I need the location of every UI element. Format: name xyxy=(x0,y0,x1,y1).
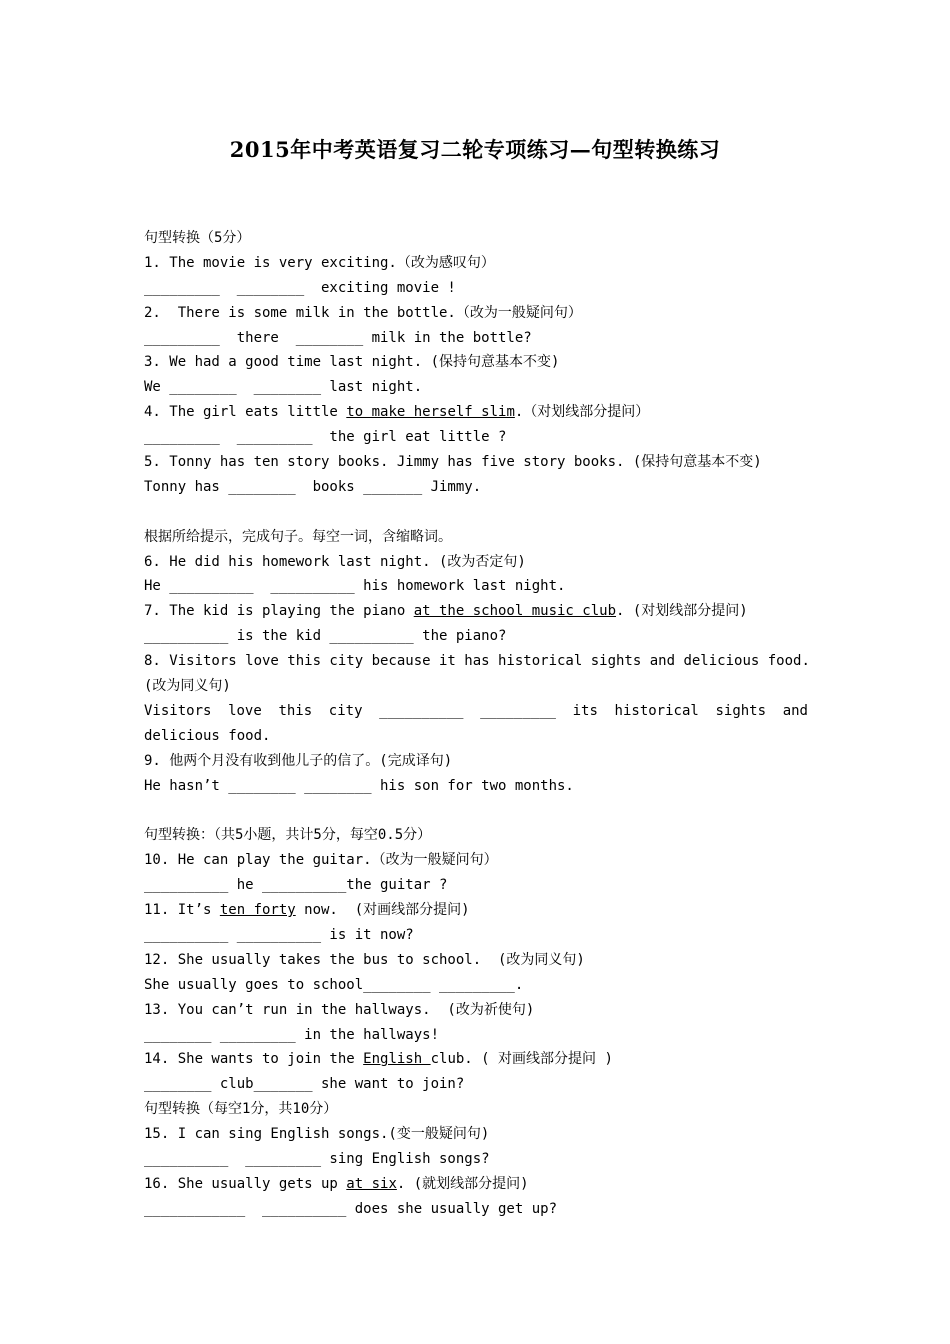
answer-line-10: __________ he __________the guitar ? xyxy=(144,877,448,894)
answer-line-15: __________ _________ sing English songs? xyxy=(144,1150,490,1167)
question-11 xyxy=(144,898,808,923)
question-instruction: now. (对画线部分提问) xyxy=(295,902,470,919)
answer-word: and xyxy=(782,702,808,719)
answer-line-2: _________ there ________ milk in the bottle? xyxy=(144,329,532,346)
question-text: 7. The kid is playing the piano xyxy=(144,603,414,620)
answer-line-12: She usually goes to school________ _________. xyxy=(144,976,524,993)
answer-word: love xyxy=(228,702,262,719)
answer-line-7: __________ is the kid __________ the piano? xyxy=(144,628,507,645)
answer-line-13: ________ _________ in the hallways! xyxy=(144,1026,440,1043)
question-instruction: .（对划线部分提问） xyxy=(514,404,650,421)
answer-blank: _________ xyxy=(480,702,556,719)
question-text: 11. It’s xyxy=(144,902,220,919)
answer-line-8-continued: delicious food. xyxy=(144,727,271,744)
question-15: 15. I can sing English songs.(变一般疑问句) xyxy=(144,1126,490,1143)
answer-line-16: ____________ __________ does she usually get up? xyxy=(144,1200,558,1217)
section-heading: 句型转换（5分） xyxy=(144,230,251,246)
answer-word: this xyxy=(278,702,313,719)
answer-line-5: Tonny has ________ books _______ Jimmy. xyxy=(144,478,482,495)
question-text: 14. She wants to join the xyxy=(144,1051,364,1068)
answer-line-14: ________ club_______ she want to join? xyxy=(144,1076,465,1093)
question-4 xyxy=(144,400,808,425)
answer-line-4: _________ _________ the girl eat little ? xyxy=(144,429,507,446)
answer-line-9: He hasn’t ________ ________ his son for two months. xyxy=(144,777,574,794)
section-heading: 句型转换（每空1分，共10分） xyxy=(144,1101,338,1118)
question-12: 12. She usually takes the bus to school. (改为同义句) xyxy=(144,951,585,968)
answer-line-8 xyxy=(144,699,808,724)
answer-line-11: __________ __________ is it now? xyxy=(144,926,414,943)
spacer xyxy=(144,798,808,823)
question-16 xyxy=(144,1172,808,1197)
answer-line-3: We ________ ________ last night. xyxy=(144,379,423,396)
question-7 xyxy=(144,599,808,624)
answer-line-1: _________ ________ exciting movie ! xyxy=(144,279,456,296)
question-text: 4. The girl eats little xyxy=(144,404,347,421)
document-title: 2015年中考英语复习二轮专项练习—句型转换练习 xyxy=(229,137,721,162)
underlined-phrase: at the school music club xyxy=(413,603,617,620)
answer-word: its xyxy=(572,702,598,719)
question-text: 16. She usually gets up xyxy=(144,1175,347,1192)
question-9: 9. 他两个月没有收到他儿子的信了。(完成译句) xyxy=(144,752,453,769)
underlined-phrase: at six xyxy=(346,1175,397,1192)
section-heading: 句型转换：（共5小题，共计5分，每空0.5分） xyxy=(144,827,432,844)
answer-blank: __________ xyxy=(379,702,464,719)
question-8-instruction: (改为同义句) xyxy=(144,678,231,695)
answer-line-6: He __________ __________ his homework last night. xyxy=(144,578,566,595)
question-14 xyxy=(144,1047,808,1072)
exercise-body xyxy=(144,226,808,1222)
question-2: 2. There is some milk in the bottle.（改为一般疑问句） xyxy=(144,304,582,321)
section-heading: 根据所给提示，完成句子。每空一词，含缩略词。 xyxy=(144,528,452,545)
answer-word: historical xyxy=(614,702,699,719)
underlined-phrase: English xyxy=(363,1051,431,1068)
question-5: 5. Tonny has ten story books. Jimmy has five story books. (保持句意基本不变) xyxy=(144,454,762,471)
question-10: 10. He can play the guitar.（改为一般疑问句） xyxy=(144,852,498,869)
question-6: 6. He did his homework last night. (改为否定句) xyxy=(144,553,526,570)
answer-word: Visitors xyxy=(144,702,212,719)
question-8: 8. Visitors love this city because it has historical sights and delicious food. xyxy=(144,653,810,670)
answer-word: city xyxy=(328,702,363,719)
question-1: 1. The movie is very exciting.（改为感叹句） xyxy=(144,254,495,271)
question-instruction: club. ( 对画线部分提问 ) xyxy=(430,1051,613,1068)
question-instruction: . (对划线部分提问) xyxy=(616,603,748,620)
question-3: 3. We had a good time last night. (保持句意基本不变) xyxy=(144,354,560,371)
underlined-phrase: to make herself slim xyxy=(346,404,515,421)
underlined-phrase: ten forty xyxy=(219,902,296,919)
question-instruction: . (就划线部分提问) xyxy=(396,1175,529,1192)
spacer xyxy=(144,500,808,525)
answer-word: sights xyxy=(715,702,767,719)
question-13: 13. You can’t run in the hallways. (改为祈使句) xyxy=(144,1001,535,1018)
